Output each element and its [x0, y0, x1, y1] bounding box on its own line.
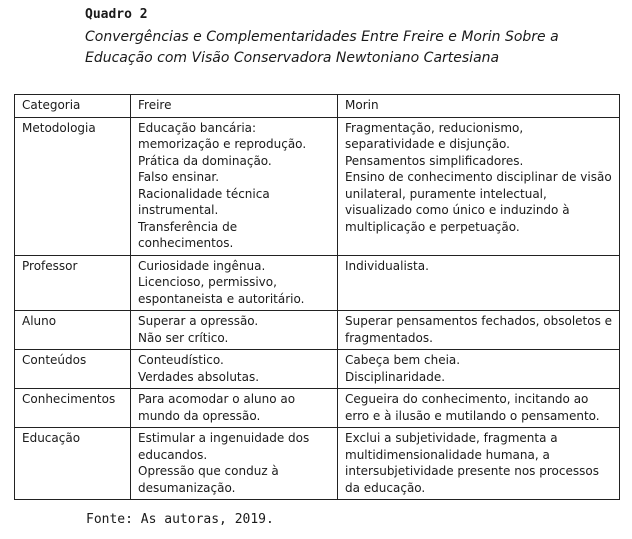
- cell-morin: [338, 311, 620, 350]
- cell-categoria: Educação: [15, 428, 131, 500]
- source-note: Fonte: As autoras, 2019.: [86, 512, 274, 527]
- cell-line: Opressão que conduz à desumanização.: [138, 464, 279, 495]
- cell-categoria: Conhecimentos: [15, 389, 131, 428]
- cell-categoria: Metodologia: [15, 117, 131, 255]
- header-categoria: Categoria: [15, 95, 131, 118]
- cell-line: Não ser crítico.: [138, 330, 229, 345]
- cell-line: Estimular a ingenuidade dos educandos.: [138, 431, 310, 462]
- cell-line: Individualista.: [345, 258, 429, 273]
- quadro-label: Quadro 2: [85, 7, 148, 22]
- cell-line: Ensino de conhecimento disciplinar de visão unilateral, puramente intelectual, visualizado como único e induzindo à multiplicação e perpetuação.: [345, 170, 612, 234]
- cell-freire: [131, 117, 338, 255]
- cell-line: Cabeça bem cheia.: [345, 353, 461, 367]
- cell-line: Transferência de conhecimentos.: [138, 219, 238, 250]
- cell-categoria: Aluno: [15, 311, 131, 350]
- table-row: [15, 117, 620, 255]
- cell-line: Disciplinaridade.: [345, 369, 446, 384]
- cell-categoria: Conteúdos: [15, 350, 131, 389]
- header-freire: Freire: [131, 95, 338, 118]
- header-morin: Morin: [338, 95, 620, 118]
- cell-line: Exclui a subjetividade, fragmenta a multidimensionalidade humana, a intersubjetividade presente nos processos da educação.: [345, 431, 599, 495]
- cell-line: Curiosidade ingênua.: [138, 258, 266, 273]
- table-row: [15, 350, 620, 389]
- cell-morin: [338, 117, 620, 255]
- cell-line: Licencioso, permissivo, espontaneista e autoritário.: [138, 275, 305, 306]
- table-row: [15, 389, 620, 428]
- cell-freire: [131, 255, 338, 311]
- cell-line: Superar pensamentos fechados, obsoletos e fragmentados.: [345, 314, 613, 345]
- table-header-row: [15, 95, 620, 118]
- cell-line: Cegueira do conhecimento, incitando ao erro e à ilusão e mutilando o pensamento.: [345, 392, 600, 423]
- table-row: [15, 311, 620, 350]
- quadro-title: Convergências e Complementaridades Entre Freire e Morin Sobre a Educação com Visão Conservadora Newtoniano Cartesiana: [85, 29, 559, 66]
- cell-morin: [338, 350, 620, 389]
- cell-morin: [338, 389, 620, 428]
- table-row: [15, 255, 620, 311]
- cell-freire: [131, 311, 338, 350]
- cell-freire: [131, 350, 338, 389]
- cell-freire: [131, 389, 338, 428]
- cell-line: Verdades absolutas.: [138, 369, 260, 384]
- table-row: [15, 428, 620, 500]
- cell-line: Prática da dominação.: [138, 153, 272, 168]
- cell-morin: [338, 428, 620, 500]
- cell-line: Para acomodar o aluno ao mundo da opressão.: [138, 392, 296, 423]
- cell-line: Conteudístico.: [138, 353, 224, 367]
- cell-line: Falso ensinar.: [138, 170, 220, 184]
- cell-categoria: Professor: [15, 255, 131, 311]
- cell-freire: [131, 428, 338, 500]
- cell-morin: [338, 255, 620, 311]
- comparison-table: [14, 94, 620, 500]
- cell-line: Pensamentos simplificadores.: [345, 153, 524, 168]
- cell-line: Superar a opressão.: [138, 314, 259, 328]
- cell-line: Racionalidade técnica instrumental.: [138, 186, 270, 217]
- cell-line: Fragmentação, reducionismo, separatividade e disjunção.: [345, 120, 524, 151]
- cell-line: Educação bancária: memorização e reprodução.: [138, 120, 307, 151]
